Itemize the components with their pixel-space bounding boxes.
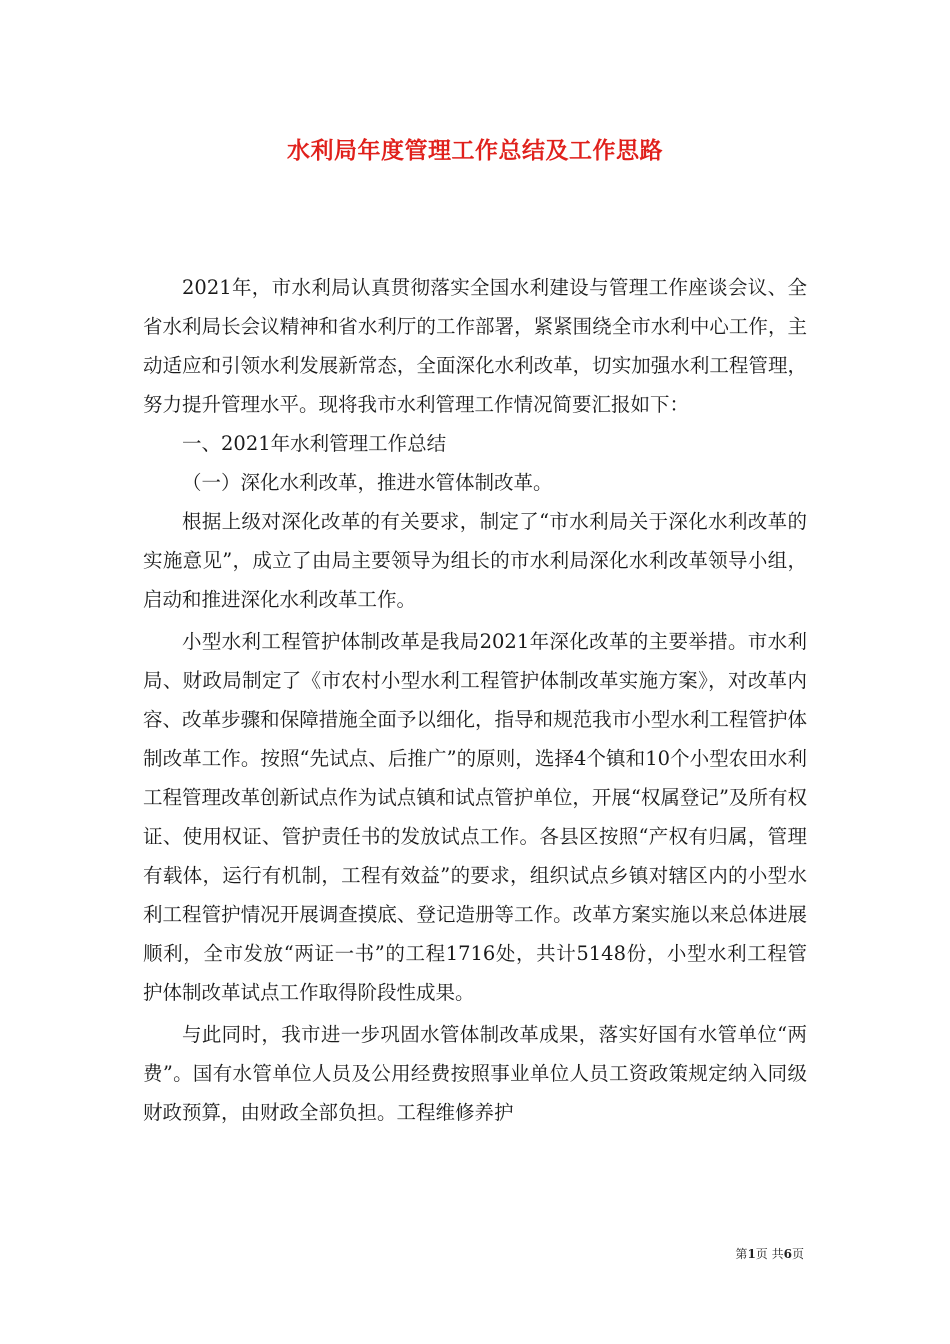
- document-title: 水利局年度管理工作总结及工作思路: [287, 137, 663, 164]
- section-heading-1: 一、2021年水利管理工作总结: [182, 432, 447, 455]
- page-number-middle: 页 共: [755, 1247, 784, 1261]
- page-number-prefix: 第: [735, 1247, 748, 1261]
- paragraph-intro: 2021年，市水利局认真贯彻落实全国水利建设与管理工作座谈会议、全省水利局长会议精神和省水利厅的工作部署，紧紧围绕全市水利中心工作，主动适应和引领水利发展新常态，全面深化水利改革，切实加强水利工程管理，努力提升管理水平。现将我市水利管理工作情况简要汇报如下：: [143, 276, 807, 416]
- paragraph-small-projects-reform: 小型水利工程管护体制改革是我局2021年深化改革的主要举措。市水利局、财政局制定了《市农村小型水利工程管护体制改革实施方案》，对改革内容、改革步骤和保障措施全面予以细化，指导和规范我市小型水利工程管护体制改革工作。按照“先试点、后推广”的原则，选择4个镇和10个小型农田水利工程管理改革创新试点作为试点镇和试点管护单位，开展“权属登记”及所有权证、使用权证、管护责任书的发放试点工作。各县区按照“产权有归属，管理有载体，运行有机制，工程有效益”的要求，组织试点乡镇对辖区内的小型水利工程管护情况开展调查摸底、登记造册等工作。改革方案实施以来总体进展顺利，全市发放“两证一书”的工程1716处，共计5148份，小型水利工程管护体制改革试点工作取得阶段性成果。: [143, 630, 807, 1004]
- paragraph-reform-opinion: 根据上级对深化改革的有关要求，制定了“市水利局关于深化水利改革的实施意见”，成立了由局主要领导为组长的市水利局深化水利改革领导小组，启动和推进深化水利改革工作。: [143, 510, 807, 611]
- subsection-heading-1: （一）深化水利改革，推进水管体制改革。: [182, 471, 553, 494]
- document-body: [143, 268, 807, 1132]
- paragraph-two-fees: 与此同时，我市进一步巩固水管体制改革成果，落实好国有水管单位“两费”。国有水管单位人员及公用经费按照事业单位人员工资政策规定纳入同级财政预算，由财政全部负担。工程维修养护: [143, 1023, 807, 1124]
- page-number-suffix: 页: [791, 1247, 804, 1261]
- page-number-current: 1: [747, 1247, 756, 1261]
- page-number: [0, 1245, 804, 1262]
- page-number-total: 6: [783, 1247, 792, 1261]
